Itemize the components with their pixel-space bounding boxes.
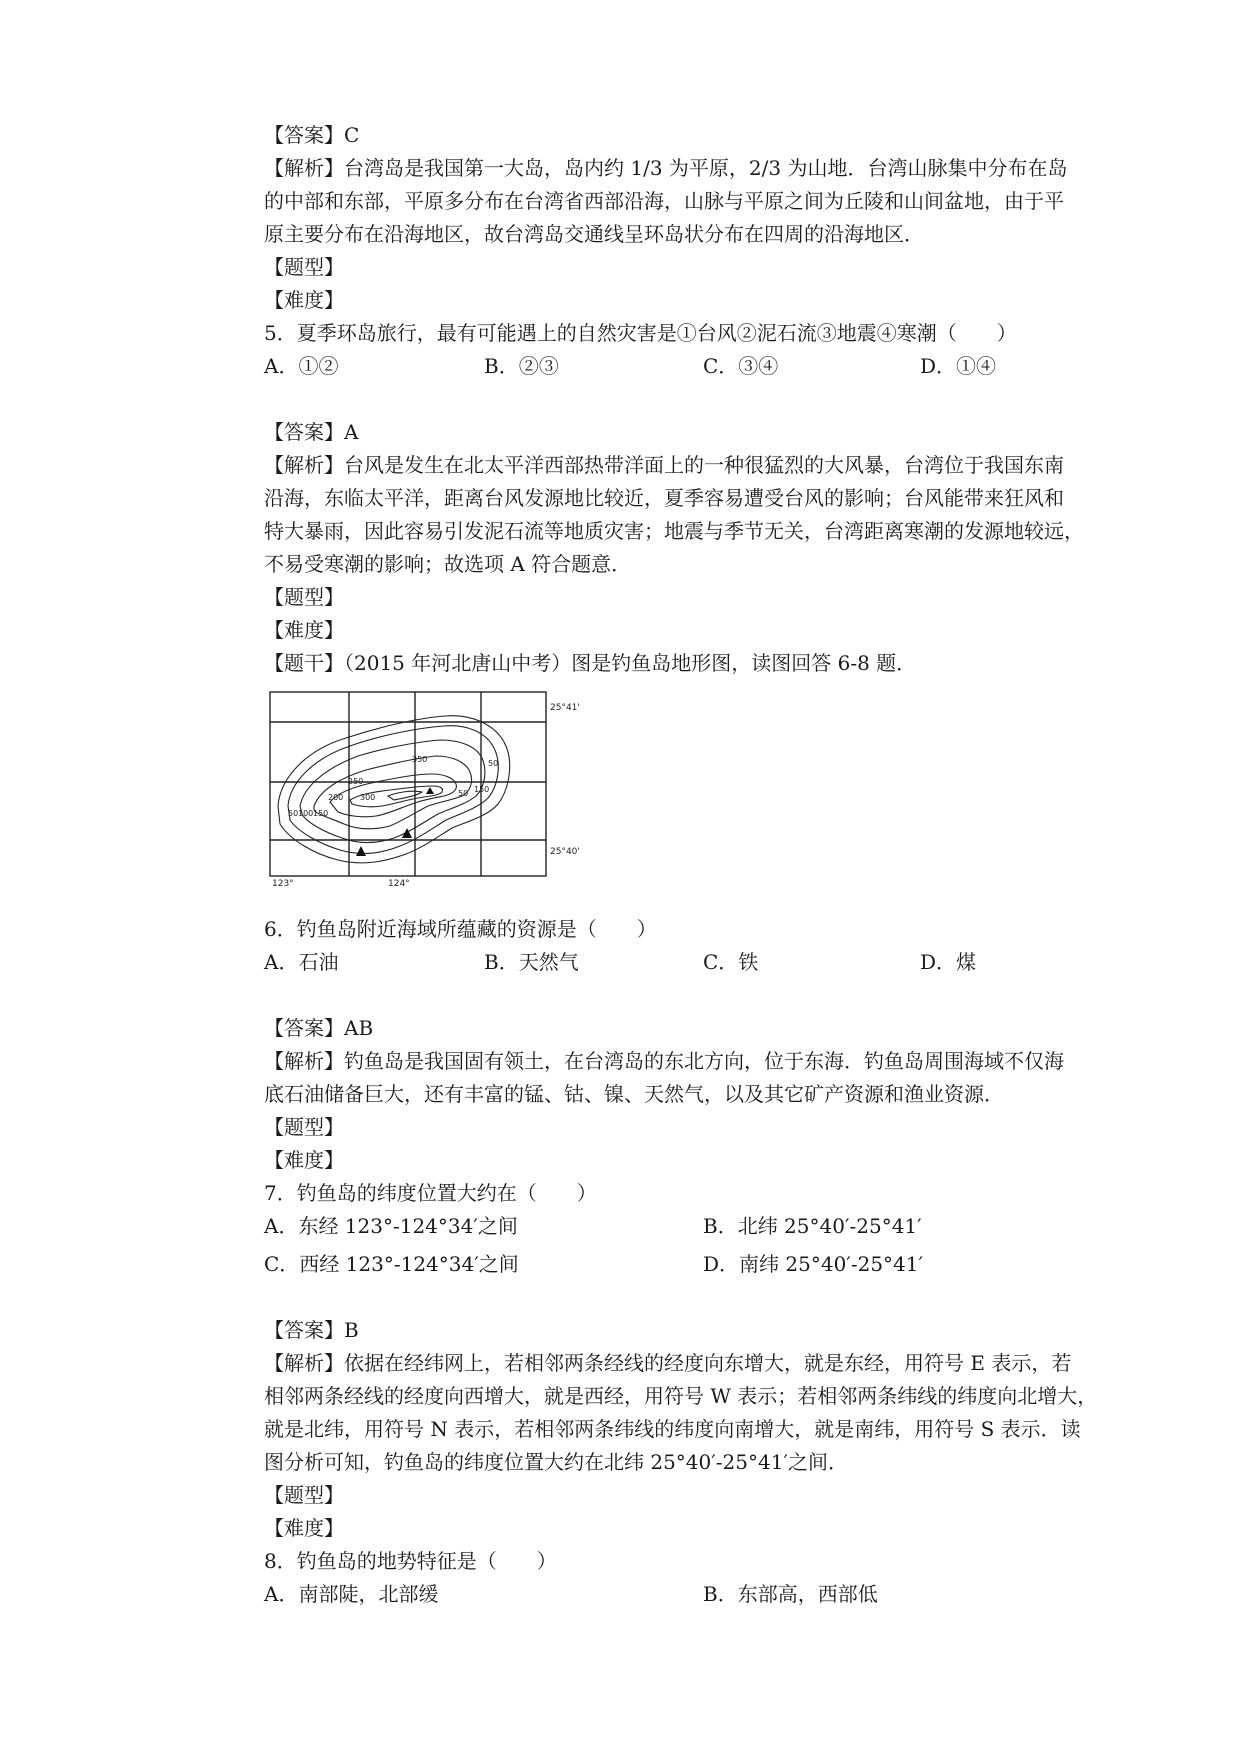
q5-analysis-line-2: 沿海，东临太平洋，距离台风发源地比较近，夏季容易遭受台风的影响；台风能带来狂风和 (264, 486, 1064, 510)
contour-label: 50 (488, 759, 499, 768)
diaoyu-island-topographic-map (266, 688, 616, 888)
q5-difficulty-label: 【难度】 (264, 618, 344, 642)
q6-analysis-line-1: 【解析】钓鱼岛是我国固有领土，在台湾岛的东北方向，位于东海．钓鱼岛周围海域不仅海 (264, 1049, 1064, 1073)
contour-label: 200 (328, 793, 344, 802)
q6-option-d: D．煤 (920, 950, 977, 974)
q7-option-d: D．南纬 25°40′-25°41′ (703, 1252, 924, 1276)
map-frame (270, 692, 546, 876)
q5-analysis-line-1: 【解析】台风是发生在北太平洋西部热带洋面上的一种很猛烈的大风暴，台湾位于我国东南 (264, 453, 1064, 477)
q6-answer: 【答案】AB (264, 1016, 374, 1040)
q6-analysis-line-2: 底石油储备巨大，还有丰富的锰、钴、镍、天然气，以及其它矿产资源和渔业资源． (264, 1082, 1004, 1106)
contour-label: 150 (313, 809, 329, 818)
q5-option-a: A．①② (264, 354, 339, 378)
q7-analysis-line-1: 【解析】依据在经纬网上，若相邻两条经线的经度向东增大，就是东经，用符号 E 表示，若 (264, 1351, 1072, 1375)
q4-answer: 【答案】C (264, 123, 360, 147)
q6-option-a: A．石油 (264, 950, 339, 974)
q7-stem: 7．钓鱼岛的纬度位置大约在（ ） (264, 1181, 597, 1205)
contour-label: 300 (360, 793, 376, 802)
q5-option-c: C．③④ (703, 354, 779, 378)
q5-answer: 【答案】A (264, 420, 359, 444)
map-lat-bottom-label: 25°40' (550, 847, 580, 857)
q4-analysis-line-1: 【解析】台湾岛是我国第一大岛，岛内约 1/3 为平原，2/3 为山地．台湾山脉集中分布在岛 (264, 156, 1068, 180)
q6-option-b: B．天然气 (484, 950, 579, 974)
map-lon-left-label: 123° (272, 879, 294, 888)
map-lat-top-label: 25°41' (550, 703, 580, 713)
q5-type-label: 【题型】 (264, 585, 344, 609)
q7-difficulty-label: 【难度】 (264, 1516, 344, 1540)
q7-analysis-line-4: 图分析可知，钓鱼岛的纬度位置大约在北纬 25°40′-25°41′之间． (264, 1450, 848, 1474)
q4-type-label: 【题型】 (264, 255, 344, 279)
q6-option-c: C．铁 (703, 950, 759, 974)
contour-label: 50 (458, 789, 469, 798)
q5-analysis-line-3: 特大暴雨，因此容易引发泥石流等地质灾害；地震与季节无关，台湾距离寒潮的发源地较远， (264, 519, 1084, 543)
q6-type-label: 【题型】 (264, 1115, 344, 1139)
q6-stem: 6．钓鱼岛附近海域所蕴藏的资源是（ ） (264, 917, 657, 941)
question-group-stem: 【题干】（2015 年河北唐山中考）图是钓鱼岛地形图，读图回答 6-8 题． (264, 651, 917, 675)
q4-difficulty-label: 【难度】 (264, 288, 344, 312)
q8-stem: 8．钓鱼岛的地势特征是（ ） (264, 1549, 557, 1573)
contour-label: 50 (288, 809, 299, 818)
q7-analysis-line-2: 相邻两条经线的经度向西增大，就是西经，用符号 W 表示；若相邻两条纬线的纬度向北增大， (264, 1384, 1098, 1408)
q7-option-c: C．西经 123°-124°34′之间 (264, 1252, 519, 1276)
q7-option-b: B．北纬 25°40′-25°41′ (703, 1214, 922, 1238)
contour-label: 350 (412, 755, 428, 764)
q5-analysis-line-4: 不易受寒潮的影响；故选项 A 符合题意． (264, 552, 632, 576)
q6-difficulty-label: 【难度】 (264, 1148, 344, 1172)
contour-label: 250 (348, 777, 364, 786)
q8-option-a: A．南部陡，北部缓 (264, 1582, 439, 1606)
q5-option-d: D．①④ (920, 354, 997, 378)
q4-analysis-line-2: 的中部和东部，平原多分布在台湾省西部沿海，山脉与平原之间为丘陵和山间盆地，由于平 (264, 189, 1064, 213)
q7-analysis-line-3: 就是北纬，用符号 N 表示，若相邻两条纬线的纬度向南增大，就是南纬，用符号 S 表示．读 (264, 1417, 1081, 1441)
map-lon-right-label: 124° (388, 879, 410, 888)
q7-option-a: A．东经 123°-124°34′之间 (264, 1214, 518, 1238)
q5-option-b: B．②③ (484, 354, 559, 378)
q4-analysis-line-3: 原主要分布在沿海地区，故台湾岛交通线呈环岛状分布在四周的沿海地区． (264, 222, 924, 246)
contour-label: 150 (474, 785, 490, 794)
q7-type-label: 【题型】 (264, 1483, 344, 1507)
q8-option-b: B．东部高，西部低 (703, 1582, 878, 1606)
q5-stem: 5．夏季环岛旅行，最有可能遇上的自然灾害是①台风②泥石流③地震④寒潮（ ） (264, 321, 1017, 345)
contour-label: 100 (298, 809, 314, 818)
q7-answer: 【答案】B (264, 1318, 359, 1342)
